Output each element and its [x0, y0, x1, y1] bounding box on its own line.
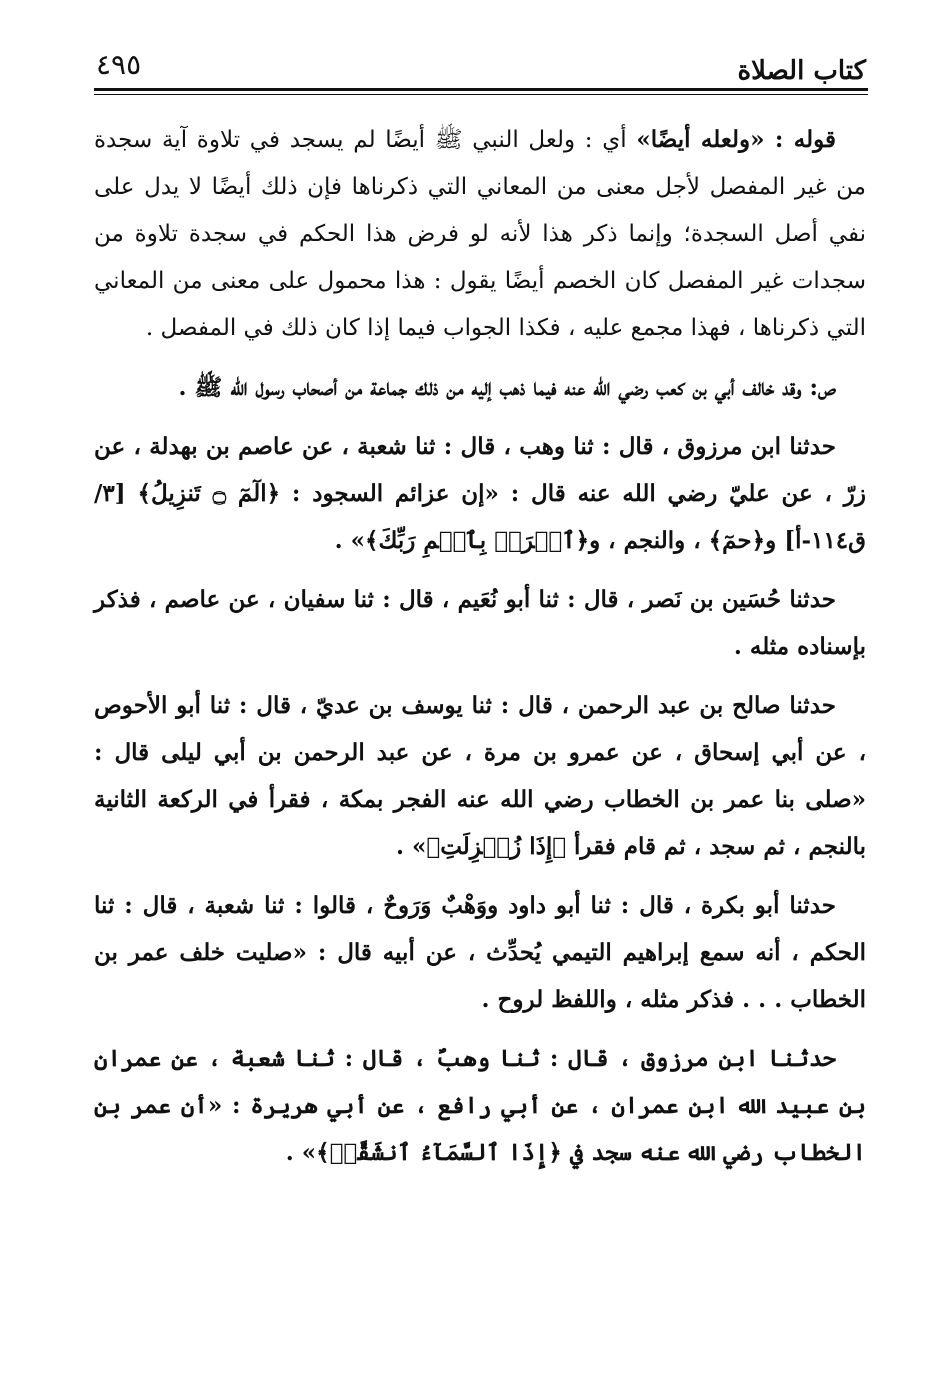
paragraph: [94, 364, 866, 411]
paragraph-text: حدثنا حُسَين بن نَصر ، قال : ثنا أبو نُعَيم ، قال : ثنا سفيان ، عن عاصم ، فذكر بإسناده مثله .: [94, 586, 866, 660]
paragraph: [94, 576, 866, 670]
paragraph-text: حدثنا صالح بن عبد الرحمن ، قال : ثنا يوسف بن عديّ ، قال : ثنا أبو الأحوص ، عن أبي إسحاق ، عن عمرو بن مرة ، عن عبد الرحمن بن أبي ليلى قال : «صلى بنا عمر بن الخطاب رضي الله عنه الفجر بمكة ، فقرأ في الركعة الثانية بالنجم ، ثم سجد ، ثم قام فقرأ ﴿إِذَا زُلۡزِلَتِ﴾» .: [94, 692, 866, 860]
paragraph: [94, 882, 866, 1023]
paragraph: [94, 682, 866, 870]
header-rule-thin: [94, 94, 868, 95]
running-title: كتاب الصلاة: [737, 56, 866, 86]
paragraph: [94, 116, 866, 352]
paragraph-text: أي : ولعل النبي ﷺ أيضًا لم يسجد في تلاوة آية سجدة من غير المفصل لأجل معنى من المعاني التي ذكرناها فإن ذلك أيضًا لا يدل على نفي أصل السجدة؛ وإنما ذكر هذا لأنه لو فرض هذا الحكم في سجدة تلاوة من سجدات غير المفصل كان الخصم أيضًا يقول : هذا محمول على معنى من المعاني التي ذكرناها ، فهذا مجمع عليه ، فكذا الجواب فيما إذا كان ذلك في المفصل .: [94, 127, 866, 341]
page-header: [96, 44, 866, 92]
page-number: ٤٩٥: [96, 48, 142, 81]
header-rule-thick: [94, 88, 868, 91]
paragraph-text: ص: وقد خالف أبي بن كعب رضي الله عنه فيما ذهب إليه من ذلك جماعة من أصحاب رسول الله ﷺ .: [178, 374, 836, 401]
paragraph-lead: قوله : «ولعله أيضًا»: [636, 126, 836, 153]
paragraph: [94, 1035, 866, 1176]
paragraph-text: حدثنا ابن مرزوق ، قال : ثنا وهبٌ ، قال : ثنا شعبة ، عن عمران بن عبيد الله ابن عمران ، عن أبي رافع ، عن أبي هريرة : «أن عمر بن الخطاب رضي الله عنه سجد في ﴿إِذَا ٱلسَّمَآءُ ٱنشَقَّتۡ﴾» .: [94, 1045, 866, 1166]
page-body: [94, 116, 866, 1176]
paragraph-text: حدثنا ابن مرزوق ، قال : ثنا وهب ، قال : ثنا شعبة ، عن عاصم بن بهدلة ، عن زرّ ، عن عليّ رضي الله عنه قال : «إن عزائم السجود : ﴿الٓمٓ ۝ تَنزِيلُ﴾ [٣/ق١١٤-أ] و﴿حمٓ﴾ ، والنجم ، و﴿ٱقۡرَأۡ بِٱسۡمِ رَبِّكَ﴾» .: [94, 433, 866, 554]
paragraph: [94, 423, 866, 564]
paragraph-text: حدثنا أبو بكرة ، قال : ثنا أبو داود ووَهْبٌ وَرَوحٌ ، قالوا : ثنا شعبة ، قال : ثنا الحكم ، أنه سمع إبراهيم التيمي يُحدِّث ، عن أبيه قال : «صليت خلف عمر بن الخطاب . . . فذكر مثله ، واللفظ لروح .: [94, 892, 866, 1013]
